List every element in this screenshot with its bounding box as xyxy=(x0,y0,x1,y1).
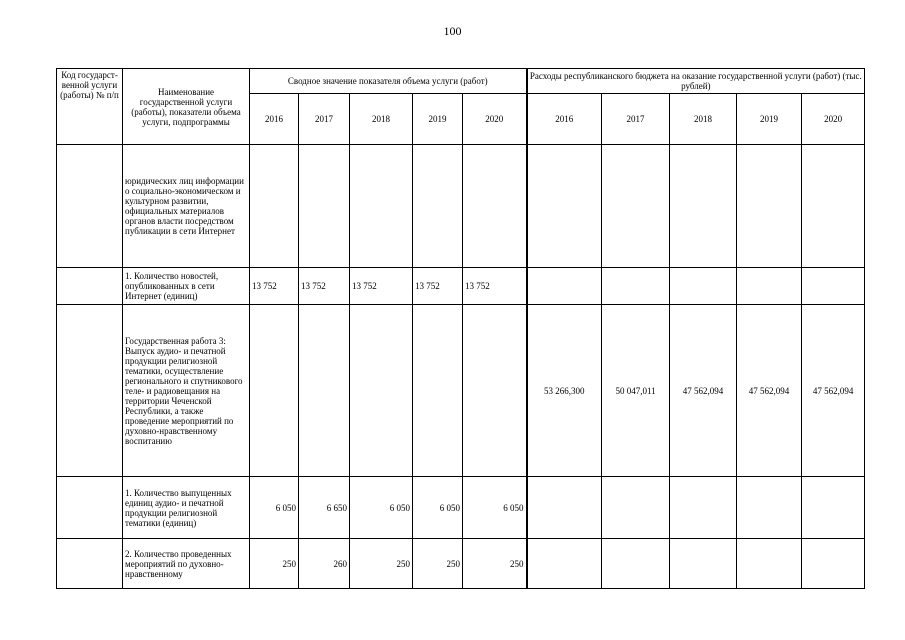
cell-name: 1. Количество новостей, опубликованных в сети Интернет (единиц) xyxy=(123,268,250,305)
header-budget-year: 2019 xyxy=(737,94,802,145)
header-volume-group: Сводное значение показателя объема услуги (работ) xyxy=(250,69,527,94)
header-budget-year: 2020 xyxy=(802,94,865,145)
cell-volume: 13 752 xyxy=(463,268,527,305)
cell-budget xyxy=(670,539,737,589)
header-volume-year: 2017 xyxy=(299,94,350,145)
header-budget-group: Расходы республиканского бюджета на оказание государственной услуги (работ) (тыс. рублей) xyxy=(527,69,865,94)
cell-budget xyxy=(737,477,802,539)
header-name: Наименование государственной услуги (работы), показатели объема услуги, подпрограммы xyxy=(123,69,250,145)
cell-volume: 250 xyxy=(350,539,413,589)
cell-volume xyxy=(250,305,299,477)
header-row-1 xyxy=(57,69,865,94)
cell-code xyxy=(57,268,123,305)
cell-volume xyxy=(463,305,527,477)
cell-volume: 6 050 xyxy=(350,477,413,539)
cell-volume xyxy=(413,305,463,477)
cell-volume xyxy=(463,145,527,268)
cell-volume: 13 752 xyxy=(413,268,463,305)
cell-volume xyxy=(250,145,299,268)
table-row xyxy=(57,268,865,305)
cell-volume: 6 050 xyxy=(413,477,463,539)
cell-volume xyxy=(413,145,463,268)
cell-budget xyxy=(802,145,865,268)
cell-code xyxy=(57,539,123,589)
cell-budget xyxy=(602,145,670,268)
table-row xyxy=(57,305,865,477)
cell-budget xyxy=(737,145,802,268)
cell-name: юридических лиц информации о социально-экономическом и культурном развитии, официальных материалов органов власти посредством публикации в сети Интернет xyxy=(123,145,250,268)
cell-budget xyxy=(602,268,670,305)
cell-budget xyxy=(527,145,602,268)
cell-volume: 260 xyxy=(299,539,350,589)
table-row xyxy=(57,145,865,268)
table-row xyxy=(57,477,865,539)
cell-budget xyxy=(670,145,737,268)
header-volume-year: 2018 xyxy=(350,94,413,145)
header-budget-year: 2016 xyxy=(527,94,602,145)
cell-budget: 47 562,094 xyxy=(802,305,865,477)
cell-budget xyxy=(602,539,670,589)
cell-budget xyxy=(802,477,865,539)
cell-budget: 47 562,094 xyxy=(737,305,802,477)
cell-budget xyxy=(527,477,602,539)
header-volume-year: 2016 xyxy=(250,94,299,145)
services-table xyxy=(56,68,865,589)
cell-budget: 47 562,094 xyxy=(670,305,737,477)
header-volume-year: 2019 xyxy=(413,94,463,145)
cell-volume xyxy=(350,145,413,268)
cell-volume xyxy=(299,145,350,268)
header-volume-year: 2020 xyxy=(463,94,527,145)
header-budget-year: 2018 xyxy=(670,94,737,145)
cell-name: 1. Количество выпущенных единиц аудио- и печатной продукции религиозной тематики (единиц) xyxy=(123,477,250,539)
cell-budget xyxy=(527,539,602,589)
cell-volume: 6 050 xyxy=(463,477,527,539)
cell-volume: 13 752 xyxy=(250,268,299,305)
cell-name: 2. Количество проведенных мероприятий по духовно-нравственному xyxy=(123,539,250,589)
cell-name: Государственная работа 3: Выпуск аудио- и печатной продукции религиозной тематики, осуществление регионального и спутникового теле- и радиовещания на территории Чеченской Республики, а также проведение мероприятий по духовно-нравственному воспитанию xyxy=(123,305,250,477)
page-number: 100 xyxy=(443,24,462,38)
table-row xyxy=(57,539,865,589)
cell-budget xyxy=(527,268,602,305)
cell-code xyxy=(57,477,123,539)
cell-volume: 250 xyxy=(413,539,463,589)
cell-volume: 13 752 xyxy=(299,268,350,305)
cell-code xyxy=(57,305,123,477)
cell-code xyxy=(57,145,123,268)
cell-volume: 250 xyxy=(250,539,299,589)
cell-budget xyxy=(602,477,670,539)
cell-volume: 250 xyxy=(463,539,527,589)
cell-budget xyxy=(802,268,865,305)
cell-volume: 13 752 xyxy=(350,268,413,305)
cell-budget xyxy=(670,477,737,539)
header-code: Код государст-венной услуги (работы) № п/п xyxy=(57,69,123,145)
cell-volume xyxy=(299,305,350,477)
cell-volume: 6 050 xyxy=(250,477,299,539)
cell-budget xyxy=(737,268,802,305)
cell-budget xyxy=(670,268,737,305)
header-budget-year: 2017 xyxy=(602,94,670,145)
cell-budget xyxy=(802,539,865,589)
cell-budget: 53 266,300 xyxy=(527,305,602,477)
cell-volume: 6 650 xyxy=(299,477,350,539)
cell-budget: 50 047,011 xyxy=(602,305,670,477)
cell-volume xyxy=(350,305,413,477)
cell-budget xyxy=(737,539,802,589)
